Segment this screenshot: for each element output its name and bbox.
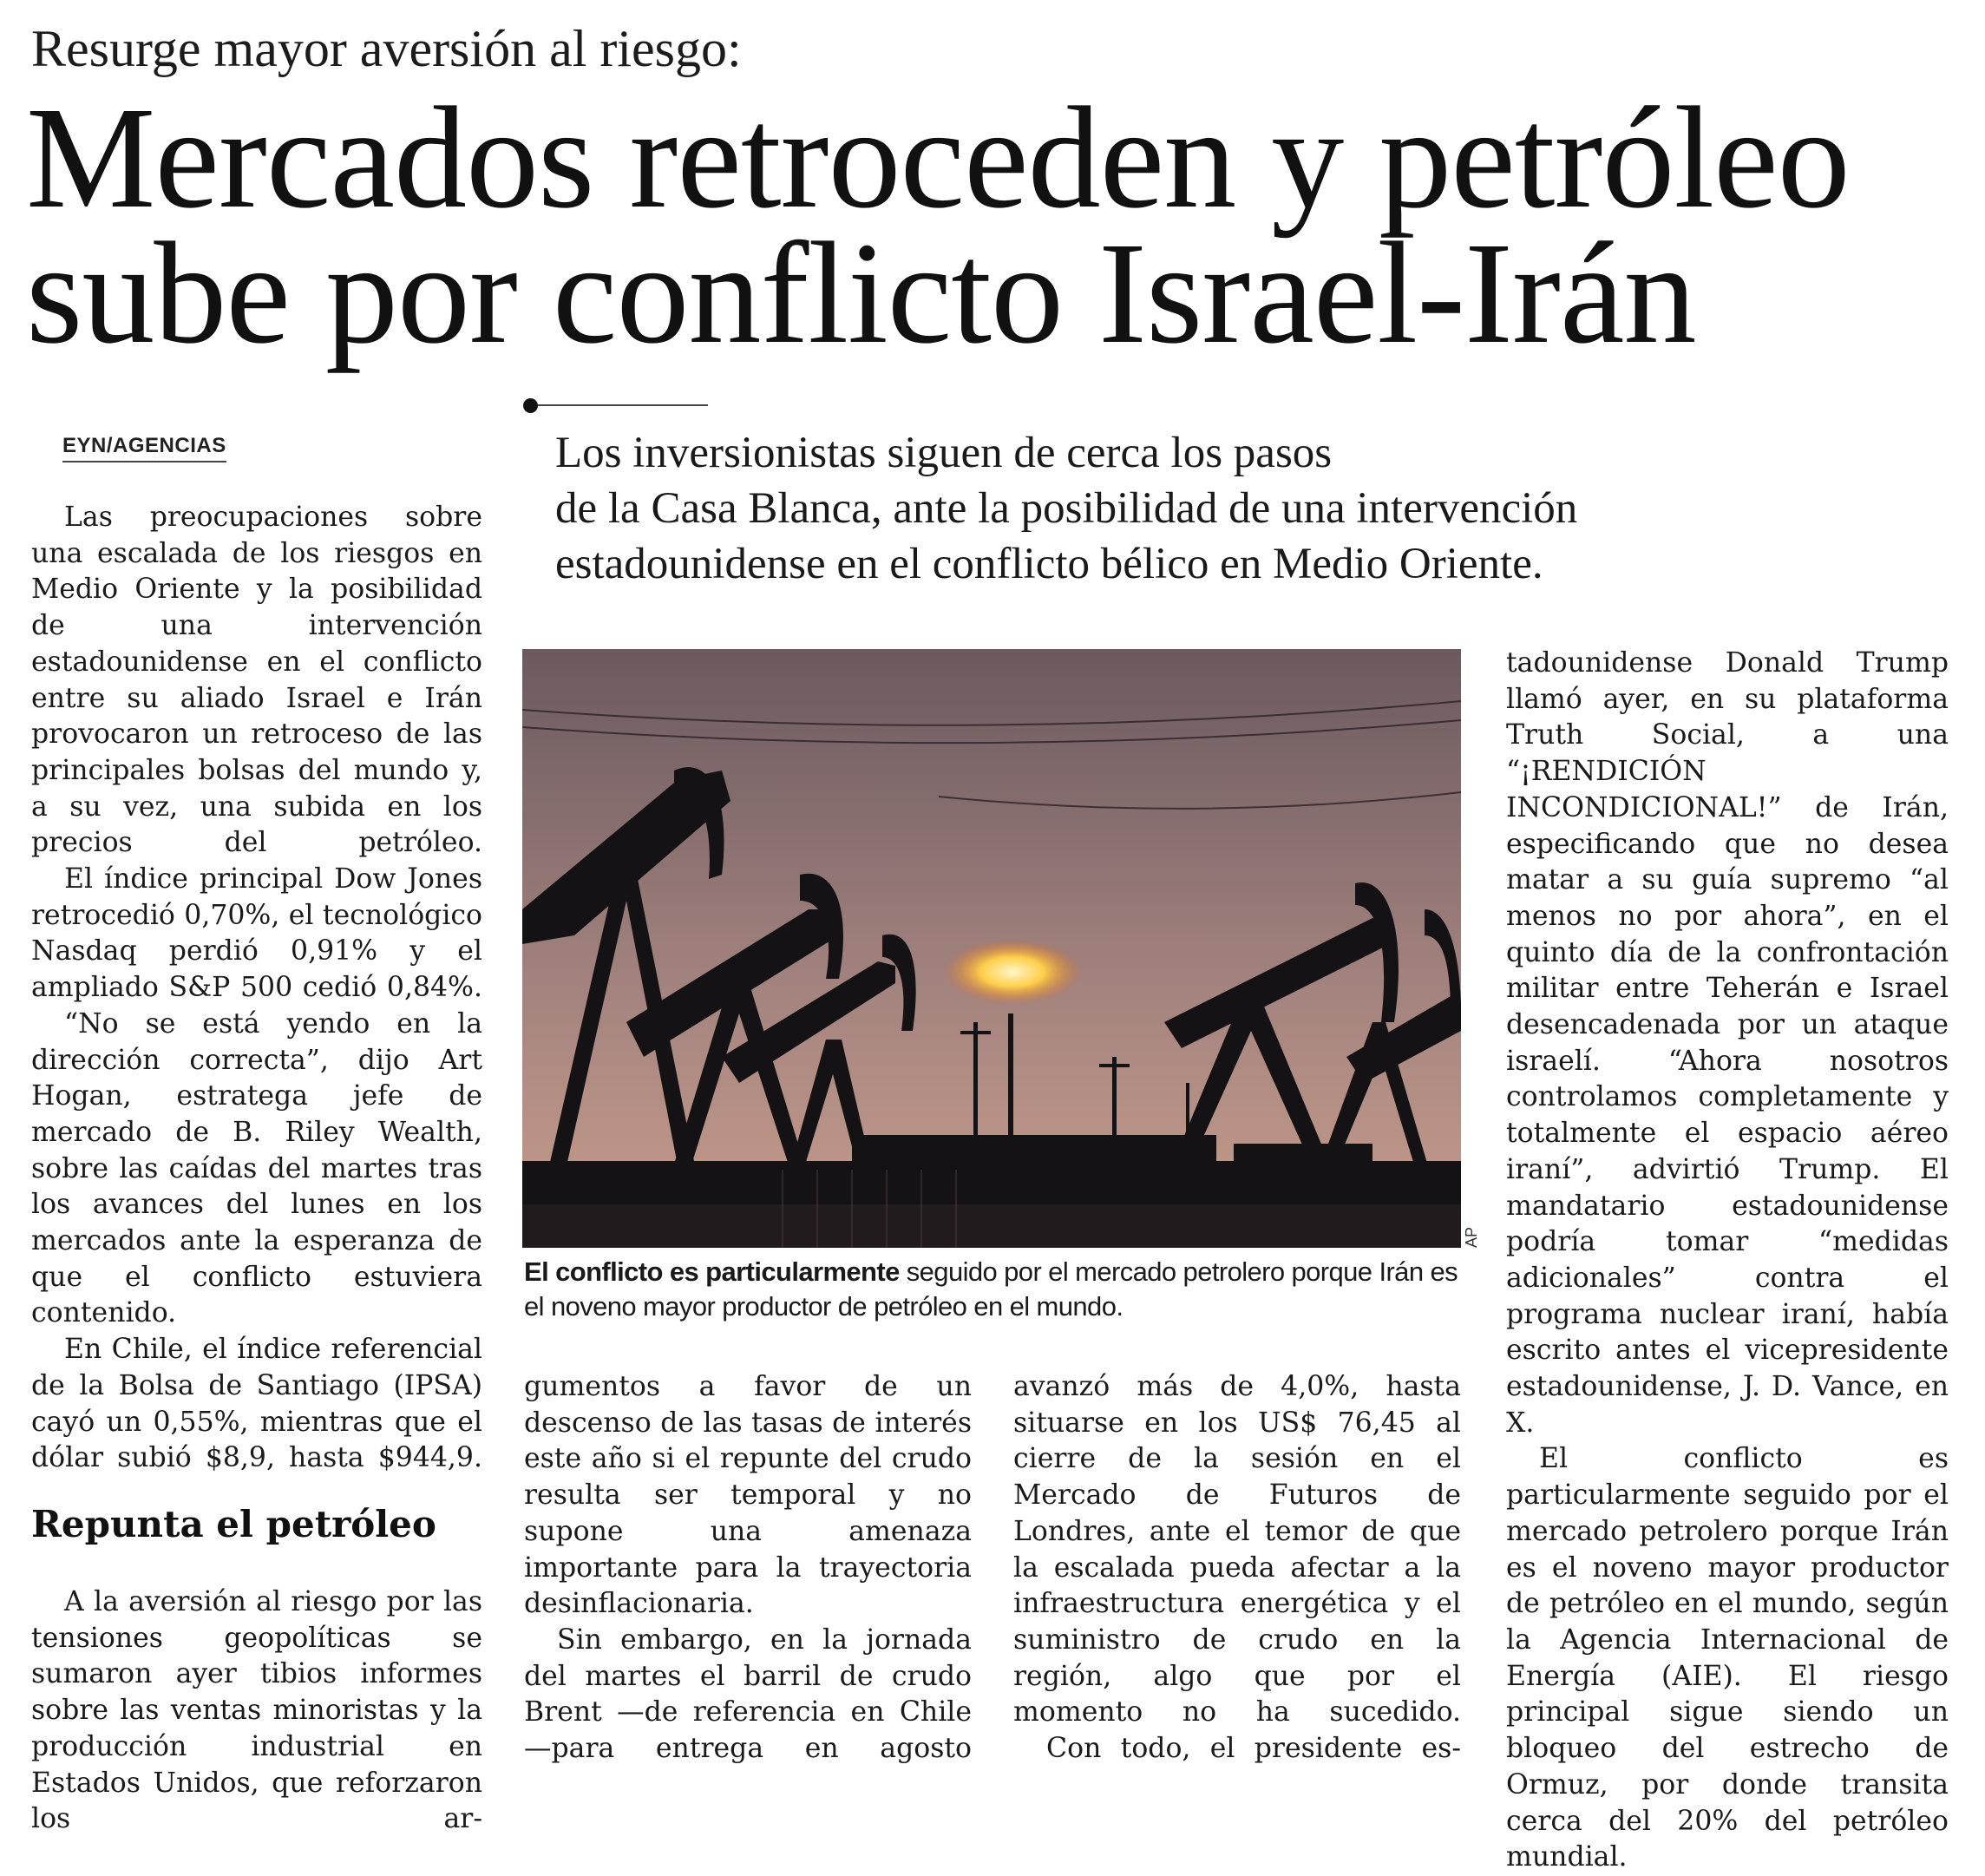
headline-line-2: sube por conflicto Israel-Irán [26,213,1696,374]
paragraph: Sin embargo, en la jornada del martes el barril de crudo Brent —de referencia en Chile—para entrega en agosto [524,1623,972,1765]
paragraph: El índice principal Dow Jones retrocedió 0,70%, el tecnológico Nasdaq perdió 0,91% y el ampliado S&P 500 cedió 0,84%. [31,863,482,1004]
subheading: Repunta el petróleo [31,1502,436,1545]
photo-credit: AP [1463,1226,1480,1248]
divider-line [538,404,708,406]
article-column-1 [31,500,482,1838]
deck-line-3: estadounidense en el conflicto bélico en Medio Oriente. [555,540,1543,588]
article-column-3 [1013,1369,1461,1768]
divider-dot [523,398,538,413]
caption-text: seguido por el mercado petrolero porque Irán es el noveno mayor productor de petróleo en el mundo. [524,1256,1458,1322]
caption-lead: El conflicto es particularmente [524,1256,900,1287]
paragraph: Con todo, el presidente es- [1046,1733,1461,1765]
paragraph: tadounidense Donald Trump llamó ayer, en su plataforma Truth Social, a una “¡RENDICIÓN INCONDICIONAL!” de Irán, especificando que no desea matar a su guía supremo “al menos no por ahora”, en el quinto día de la confrontación militar entre Teherán e Israel desencadenada por un ataque israelí. “Ahora nosotros controlamos completamente y totalmente el espacio aéreo iraní”, advirtió Trump. El mandatario estadounidense podría tomar “medidas adicionales” contra el programa nuclear iraní, había escrito antes el vicepresidente estadounidense, J. D. Vance, en X. [1506,647,1949,1439]
article-column-4 [1506,646,1949,1876]
paragraph: avanzó más de 4,0%, hasta situarse en los US$ 76,45 al cierre de la sesión en el Mercado de Futuros de Londres, ante el temor de que la escalada pueda afectar a la infraestructura energética y el suministro de crudo en la región, algo que por el momento no ha sucedido. [1013,1371,1461,1728]
paragraph: “No se está yendo en la dirección correcta”, dijo Art Hogan, estratega jefe de mercado de B. Riley Wealth, sobre las caídas del martes tras los avances del lunes en los mercados ante la esperanza de que el conflicto estuviera contenido. [31,1007,482,1329]
headline-line-1: Mercados retroceden y petróleo [26,77,1850,239]
paragraph: gumentos a favor de un descenso de las tasas de interés este año si el repunte del crudo resulta ser temporal y no supone una amenaza importante para la trayectoria desinflacionaria. [524,1371,972,1620]
paragraph: A la aversión al riesgo por las tensiones geopolíticas se sumaron ayer tibios informes sobre las ventas minoristas y la producción industrial en Estados Unidos, que reforzaron los ar- [31,1585,482,1835]
paragraph: Las preocupaciones sobre una escalada de los riesgos en Medio Oriente y la posibilidad de una intervención estadounidense en el conflicto entre su aliado Israel e Irán provocaron un retroceso de las principales bolsas del mundo y, a su vez, una subida en los precios del petróleo. [31,502,482,859]
byline: EYN/AGENCIAS [62,434,226,462]
deck-line-2: de la Casa Blanca, ante la posibilidad de una intervención [555,484,1578,533]
paragraph: En Chile, el índice referencial de la Bolsa de Santiago (IPSA) cayó un 0,55%, mientras que el dólar subió $8,9, hasta $944,9. [31,1334,482,1474]
news-photo [522,649,1461,1248]
headline [26,77,1935,374]
oil-pumpjacks-image [522,649,1461,1248]
deck [555,425,1935,592]
kicker: Resurge mayor aversión al riesgo: [31,20,742,77]
gas-flare [943,939,1082,1005]
paragraph: El conflicto es particularmente seguido por el mercado petrolero porque Irán es el noveno mayor productor de petróleo en el mundo, según la Agencia Internacional de Energía (AIE). El riesgo principal sigue siendo un bloqueo del estrecho de Ormuz, por donde transita cerca del 20% del petróleo mundial. [1506,1443,1949,1873]
article-column-2 [524,1369,972,1768]
deck-line-1: Los inversionistas siguen de cerca los pasos [555,429,1333,477]
photo-caption [524,1255,1464,1324]
